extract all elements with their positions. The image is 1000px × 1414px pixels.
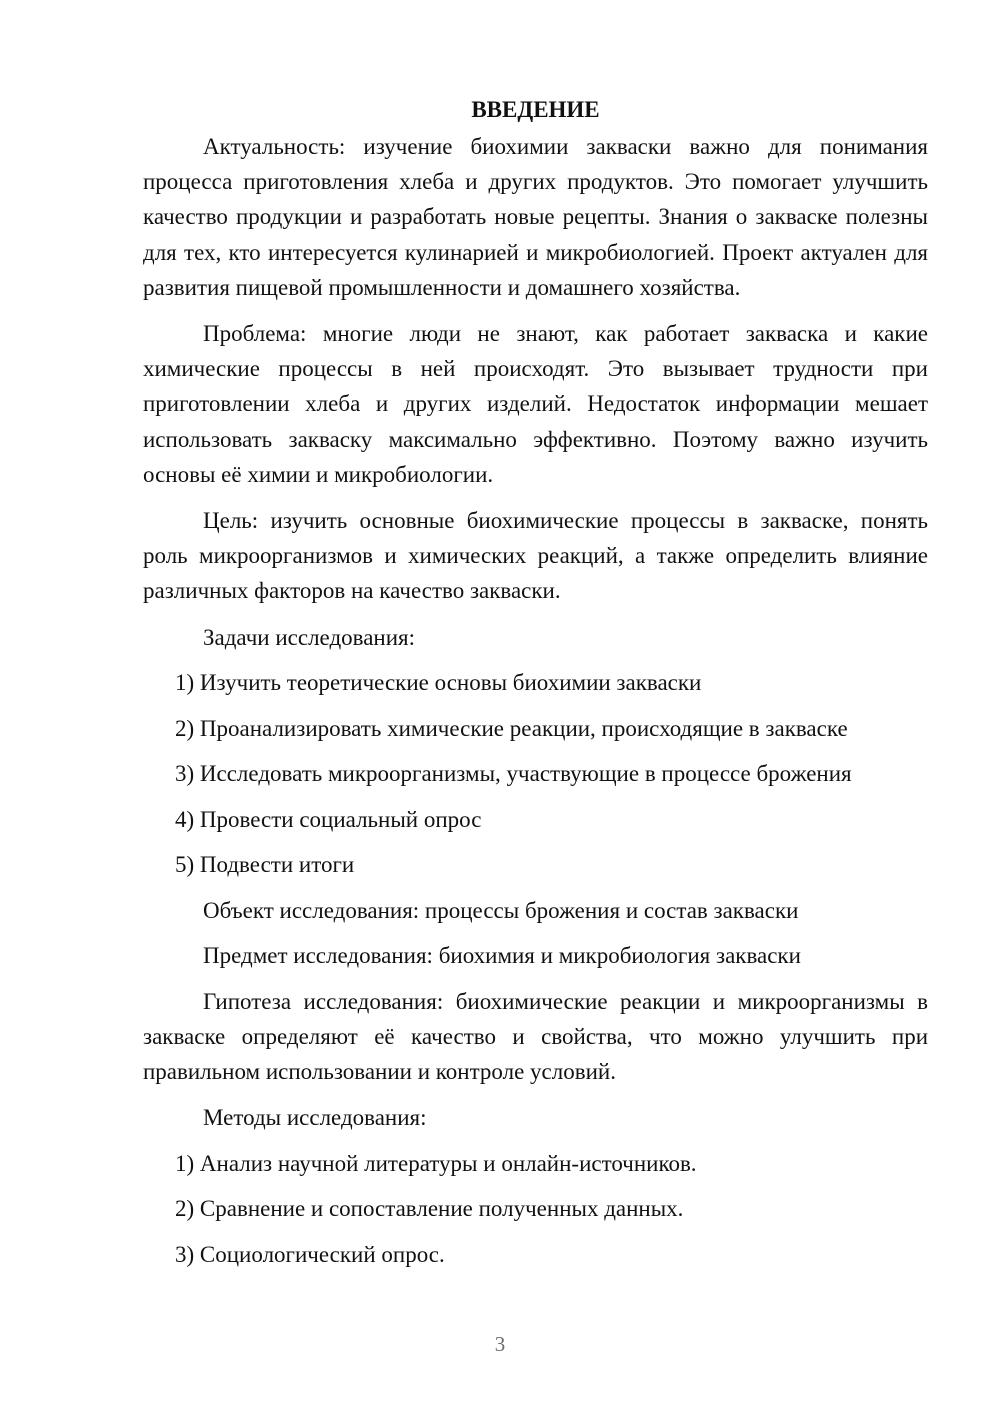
task-item: 3) Исследовать микроорганизмы, участвующие в процессе брожения: [175, 761, 852, 787]
relevance-paragraph: Актуальность: изучение биохимии закваски важно для понимания процесса приготовления хлеба и других продуктов. Это помогает улучшить качество продукции и разработать новые рецепты. Знания о закваске полезны для тех, кто интересуется кулинарией и микробиологией. Проект актуален для развития пищевой промышленности и домашнего хозяйства.: [143, 134, 928, 300]
document-body: [143, 92, 928, 1282]
tasks-heading: Задачи исследования:: [203, 624, 416, 650]
method-item: 1) Анализ научной литературы и онлайн-источников.: [175, 1150, 697, 1176]
research-object: Объект исследования: процессы брожения и состав закваски: [203, 897, 799, 923]
page-number: 3: [494, 1332, 506, 1356]
methods-heading: Методы исследования:: [203, 1105, 427, 1131]
hypothesis-paragraph: Гипотеза исследования: биохимические реакции и микроорганизмы в закваске определяют её качество и свойства, что можно улучшить при правильном использовании и контроле условий.: [143, 988, 928, 1085]
method-item: 3) Социологический опрос.: [175, 1241, 445, 1267]
task-item: 4) Провести социальный опрос: [175, 806, 482, 832]
research-subject: Предмет исследования: биохимия и микробиология закваски: [203, 943, 801, 969]
page-title: ВВЕДЕНИЕ: [471, 97, 600, 122]
method-item: 2) Сравнение и сопоставление полученных данных.: [175, 1196, 684, 1222]
task-item: 5) Подвести итоги: [175, 852, 355, 878]
goal-paragraph: Цель: изучить основные биохимические процессы в закваске, понять роль микроорганизмов и химических реакций, а также определить влияние различных факторов на качество закваски.: [143, 508, 928, 604]
problem-paragraph: Проблема: многие люди не знают, как работает закваска и какие химические процессы в ней происходят. Это вызывает трудности при приготовлении хлеба и других изделий. Недостаток информации мешает использовать закваску максимально эффективно. Поэтому важно изучить основы её химии и микробиологии.: [143, 321, 928, 487]
task-item: 1) Изучить теоретические основы биохимии закваски: [175, 670, 702, 696]
task-item: 2) Проанализировать химические реакции, происходящие в закваске: [175, 715, 848, 741]
